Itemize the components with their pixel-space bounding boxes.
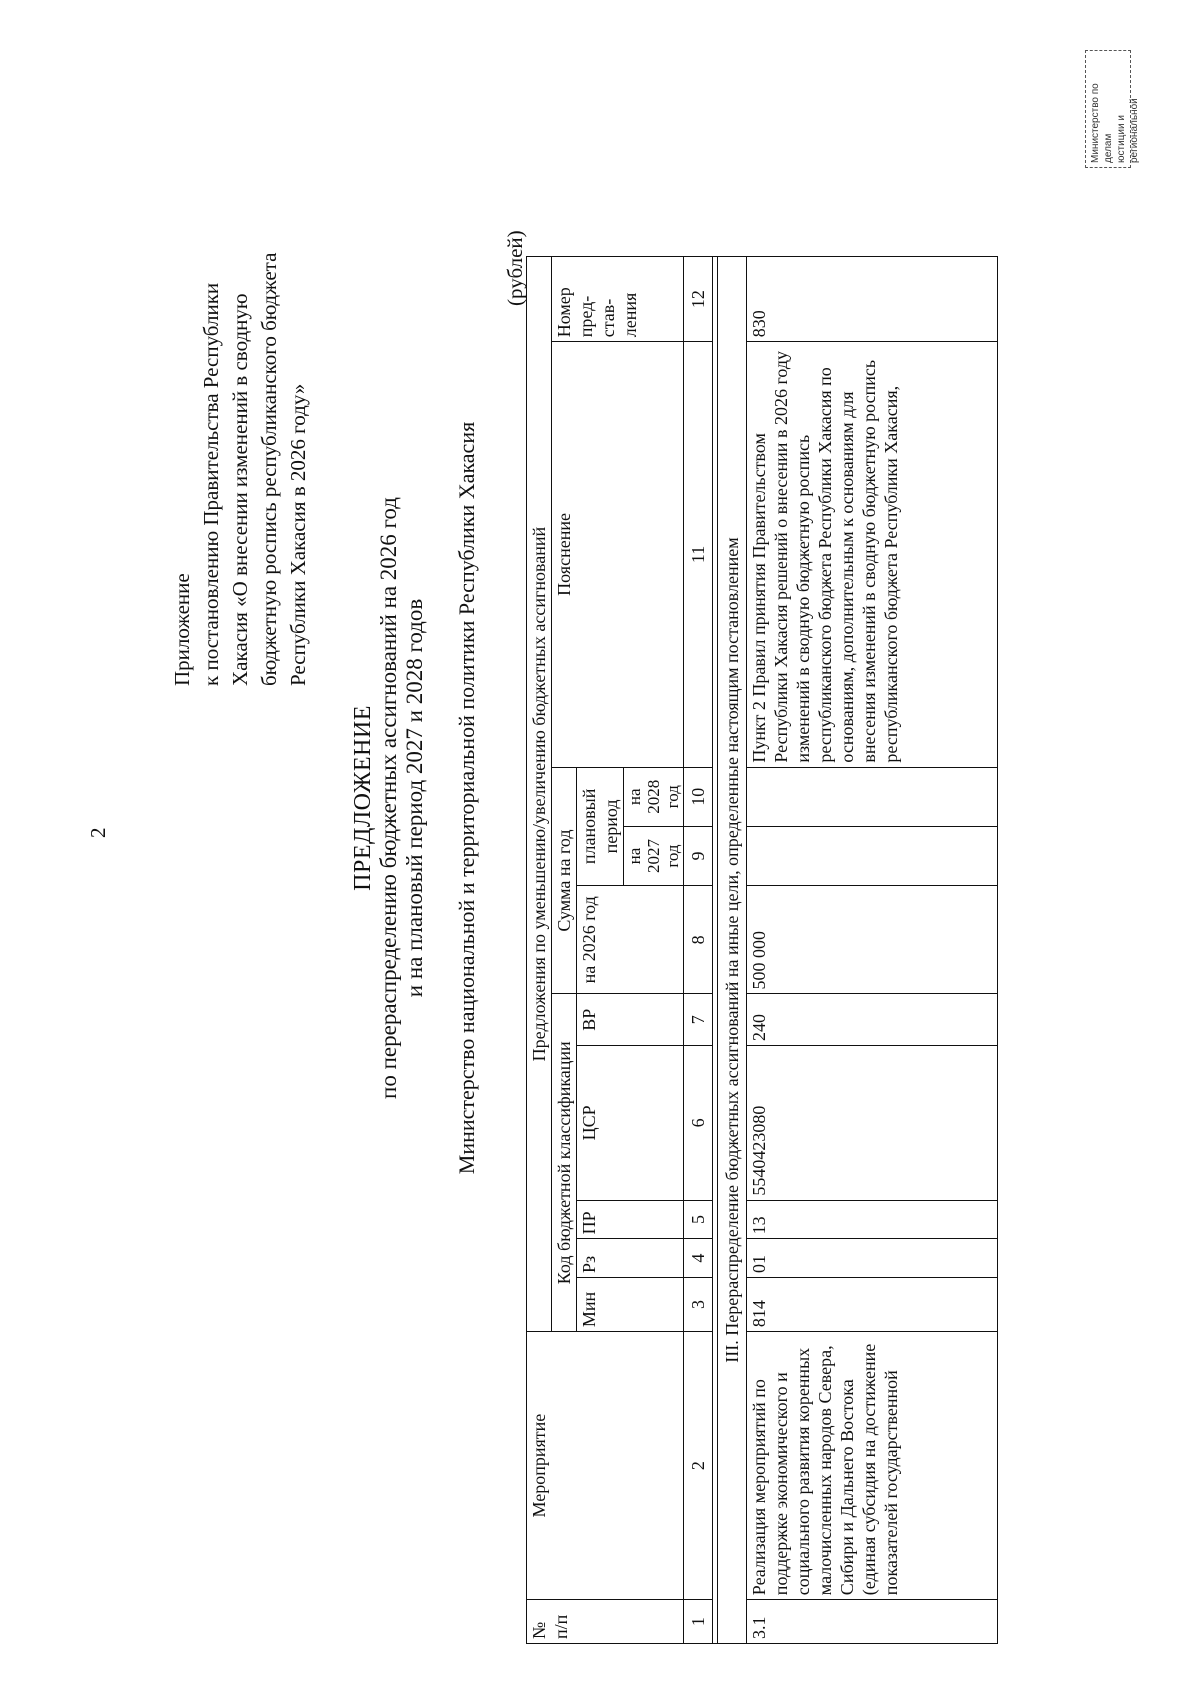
- page-number: 2: [86, 827, 110, 838]
- appendix-line: к постановлению Правительства Республики: [199, 282, 223, 686]
- document-title: [350, 198, 428, 1398]
- proposal-table: [526, 256, 998, 1644]
- column-number: 3: [684, 1277, 713, 1331]
- cell-explanation: Пункт 2 Правил принятия Правительством Республики Хакасия решений о внесении в 2026 году изменений в сводную бюджетную роспись республиканского бюджета Республики Хакасия по основаниям, дополнительным к основаниям для внесения изменений в сводную бюджетную роспись республиканского бюджета Республики Хакасия,: [747, 342, 998, 767]
- header-vr: ВР: [577, 994, 684, 1046]
- title-line: по перераспределению бюджетных ассигнований на 2026 год: [376, 497, 401, 1099]
- cell-y2028: [747, 767, 998, 826]
- header-rep-number: Номер пред- став- ления: [552, 257, 684, 342]
- stamp-line: юстиции и региональной: [1116, 98, 1140, 163]
- header-pr: ПР: [577, 1200, 684, 1239]
- header-row: [527, 257, 552, 1644]
- column-number: 10: [684, 767, 713, 826]
- header-planned: плановый период: [577, 767, 624, 886]
- cell-num: 3.1: [747, 1600, 998, 1644]
- column-number: 12: [684, 257, 713, 342]
- appendix-header: [168, 46, 313, 686]
- appendix-line: бюджетную роспись республиканского бюджета: [257, 252, 281, 686]
- column-number: 2: [684, 1332, 713, 1600]
- appendix-line: Хакасия «О внесении изменений в сводную: [228, 293, 252, 686]
- title-line: и на плановый период 2027 и 2028 годов: [402, 598, 427, 998]
- column-number: 4: [684, 1239, 713, 1278]
- cell-rep-number: 830: [747, 257, 998, 342]
- cell-y2026: 500 000: [747, 886, 998, 994]
- header-budget-code: Код бюджетной классификации: [552, 994, 577, 1332]
- header-rz: Рз: [577, 1239, 684, 1278]
- header-csr: ЦСР: [577, 1045, 684, 1200]
- column-number: 11: [684, 342, 713, 767]
- section-title: III. Перераспределение бюджетных ассигнований на иные цели, определенные настоящим постановлением: [718, 257, 747, 1644]
- stamp-line: Министерство по делам: [1090, 83, 1114, 163]
- cell-y2027: [747, 826, 998, 885]
- header-event: Мероприятие: [527, 1332, 684, 1600]
- header-explanation: Пояснение: [552, 342, 684, 767]
- ministry-name: Министерство национальной и территориальной политики Республики Хакасия: [454, 421, 479, 1175]
- cell-rz: 01: [747, 1239, 998, 1278]
- header-y2027: на 2027 год: [624, 826, 684, 885]
- table-row: [747, 257, 998, 1644]
- cell-pr: 13: [747, 1200, 998, 1239]
- column-number: 8: [684, 886, 713, 994]
- header-proposals: Предложения по уменьшению/увеличению бюджетных ассигнований: [527, 257, 552, 1332]
- column-number: 5: [684, 1200, 713, 1239]
- title-main: ПРЕДЛОЖЕНИЕ: [350, 705, 376, 891]
- registration-stamp: [1085, 50, 1140, 168]
- column-number-row: [684, 257, 713, 1644]
- column-number: 7: [684, 994, 713, 1046]
- cell-vr: 240: [747, 994, 998, 1046]
- header-min: Мин: [577, 1277, 684, 1331]
- header-sum-year: Сумма на год: [552, 767, 577, 994]
- cell-csr: 5540423080: [747, 1045, 998, 1200]
- section-row: [718, 257, 747, 1644]
- header-y2026: на 2026 год: [577, 886, 684, 994]
- units-label: (рублей): [503, 230, 527, 306]
- column-number: 9: [684, 826, 713, 885]
- column-number: 6: [684, 1045, 713, 1200]
- header-y2028: на 2028 год: [624, 767, 684, 826]
- column-number: 1: [684, 1600, 713, 1644]
- appendix-line: Республики Хакасия в 2026 году»: [286, 383, 310, 686]
- appendix-line: Приложение: [170, 573, 194, 686]
- cell-min: 814: [747, 1277, 998, 1331]
- cell-event: Реализация мероприятий по поддержке экономического и социального развития коренных малочисленных народов Севера, Сибири и Дальнего Востока (единая субсидия на достижение показателей государственной: [747, 1332, 998, 1600]
- header-num: № п/п: [527, 1600, 684, 1644]
